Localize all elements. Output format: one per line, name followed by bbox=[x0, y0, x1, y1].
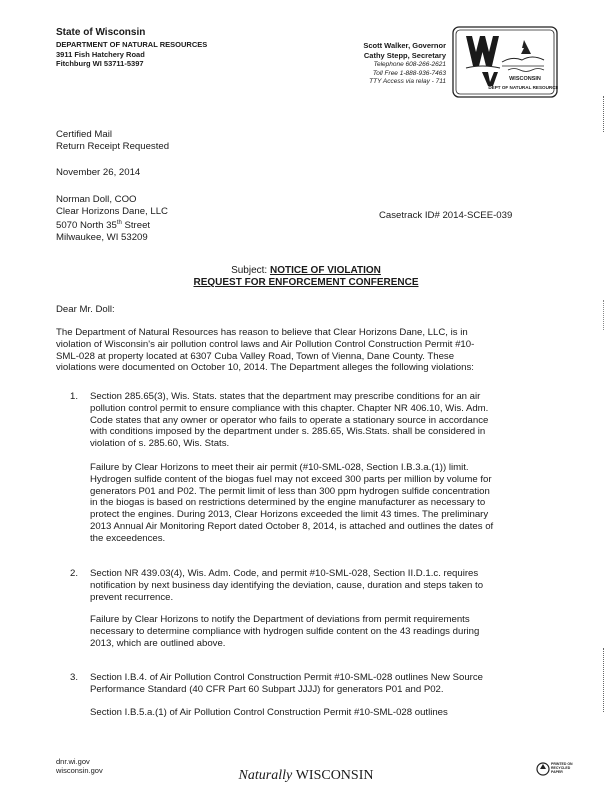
svg-text:DEPT OF NATURAL RESOURCES: DEPT OF NATURAL RESOURCES bbox=[488, 85, 558, 90]
intro-paragraph bbox=[56, 327, 576, 374]
letterhead-address1: 3911 Fish Hatchery Road bbox=[56, 49, 145, 59]
casetrack-id: Casetrack ID# 2014-SCEE-039 bbox=[379, 210, 513, 221]
recipient-address bbox=[56, 194, 168, 243]
mailing-line2: Return Receipt Requested bbox=[56, 140, 170, 152]
scan-mark bbox=[603, 648, 612, 712]
dnr-logo-icon bbox=[452, 26, 558, 98]
item-number: 3. bbox=[70, 672, 79, 683]
recipient-street: 5070 North 35th Street bbox=[56, 219, 151, 231]
intro-line: SML-028 at property located at 6307 Cuba Valley Road, Town of Vienna, Dane County. These bbox=[56, 350, 455, 362]
footer-slogan: Naturally WISCONSIN bbox=[238, 768, 374, 783]
letterhead-state: State of Wisconsin bbox=[56, 27, 146, 38]
telephone: Telephone 608-266-2621 bbox=[373, 61, 446, 68]
item-2-para-1: Section NR 439.03(4), Wis. Adm. Code, and permit #10-SML-028, Section II.D.1.c. requires notification by next business day identifying the deviation, cause, duration and steps taken to prevent recurrence. bbox=[90, 568, 484, 603]
letter-date: November 26, 2014 bbox=[56, 167, 141, 178]
footer-url-wisconsin: wisconsin.gov bbox=[56, 766, 103, 775]
recipient-city: Milwaukee, WI 53209 bbox=[56, 231, 148, 243]
mailing-type bbox=[56, 129, 169, 153]
tollfree: Toll Free 1-888-936-7463 bbox=[372, 69, 446, 77]
letterhead-department-block bbox=[56, 40, 207, 69]
item-number: 1. bbox=[70, 391, 79, 402]
subject-title: NOTICE OF VIOLATION bbox=[269, 265, 381, 276]
letterhead-officials bbox=[300, 41, 446, 87]
secretary: Cathy Stepp, Secretary bbox=[363, 51, 446, 60]
intro-line: violation of Wisconsin's air pollution control laws and Air Pollution Control Construction Permit #10- bbox=[56, 338, 475, 350]
scan-mark bbox=[603, 300, 612, 330]
intro-line: The Department of Natural Resources has reason to believe that Clear Horizons Dane, LLC, is in bbox=[56, 327, 468, 338]
subject-line1 bbox=[0, 265, 612, 276]
dnr-logo bbox=[452, 26, 558, 98]
letterhead-address2: Fitchburg WI 53711-5397 bbox=[56, 59, 144, 68]
footer-url-dnr: dnr.wi.gov bbox=[56, 757, 90, 766]
scan-mark bbox=[603, 96, 612, 132]
recycled-paper-logo bbox=[536, 758, 572, 780]
letterhead-department: DEPARTMENT OF NATURAL RESOURCES bbox=[56, 40, 208, 49]
svg-text:WISCONSIN: WISCONSIN bbox=[509, 76, 541, 82]
item-1-para-1: Section 285.65(3), Wis. Stats. states that the department may prescribe conditions for an air pollution control permit to ensure compliance with this chapter. Chapter NR 406.10, Wis. Adm. Code states that any owner or operator who fails to operate a stationary source in accordance with conditions imposed by the department under s. 285.65, Wis.Stats. shall be considered in violation of s. 285.60, Wis. Stats. bbox=[90, 391, 489, 450]
intro-line: violations were documented on October 10, 2014. The Department alleges the following violations: bbox=[56, 362, 474, 374]
item-3-para-2: Section I.B.5.a.(1) of Air Pollution Control Construction Permit #10-SML-028 outlines bbox=[90, 707, 448, 718]
subject-prefix: Subject: bbox=[231, 265, 270, 276]
recipient-company: Clear Horizons Dane, LLC bbox=[56, 205, 168, 217]
recipient-name: Norman Doll, COO bbox=[56, 194, 137, 205]
recycled-text: PRINTED ON RECYCLED PAPER bbox=[551, 762, 573, 774]
item-1-para-2: Failure by Clear Horizons to meet their air permit (#10-SML-028, Section I.B.3.a.(1)) limit. Hydrogen sulfide content of the biogas fuel may not exceed 300 parts per million by volume for generators P01 and P02. The permit limit of less than 300 ppm hydrogen sulfide concentration in the biogas is based on restrictions determined by the engine manufacturer as necessary to protect the engines. During 2013, Clear Horizons exceeded the limit 43 times. The preliminary 2013 Annual Air Monitoring Report dated October 8, 2014, is attached and outlines the dates of the exceedences. bbox=[90, 462, 494, 544]
item-2-para-2: Failure by Clear Horizons to notify the Department of deviations from permit requirements necessary to determine compliance with hydrogen sulfide content on the 43 readings during 2013, which are outlined above. bbox=[90, 614, 480, 649]
mailing-line1: Certified Mail bbox=[56, 129, 112, 140]
governor: Scott Walker, Governor bbox=[363, 41, 446, 50]
subject-line2: REQUEST FOR ENFORCEMENT CONFERENCE bbox=[193, 277, 419, 288]
salutation: Dear Mr. Doll: bbox=[56, 304, 115, 315]
item-number: 2. bbox=[70, 568, 79, 579]
tty: TTY Access via relay - 711 bbox=[369, 78, 446, 85]
item-3-para-1: Section I.B.4. of Air Pollution Control Construction Permit #10-SML-028 outlines New Source Performance Standard (40 CFR Part 60 Subpart JJJJ) for generators P01 and P02. bbox=[90, 672, 484, 695]
